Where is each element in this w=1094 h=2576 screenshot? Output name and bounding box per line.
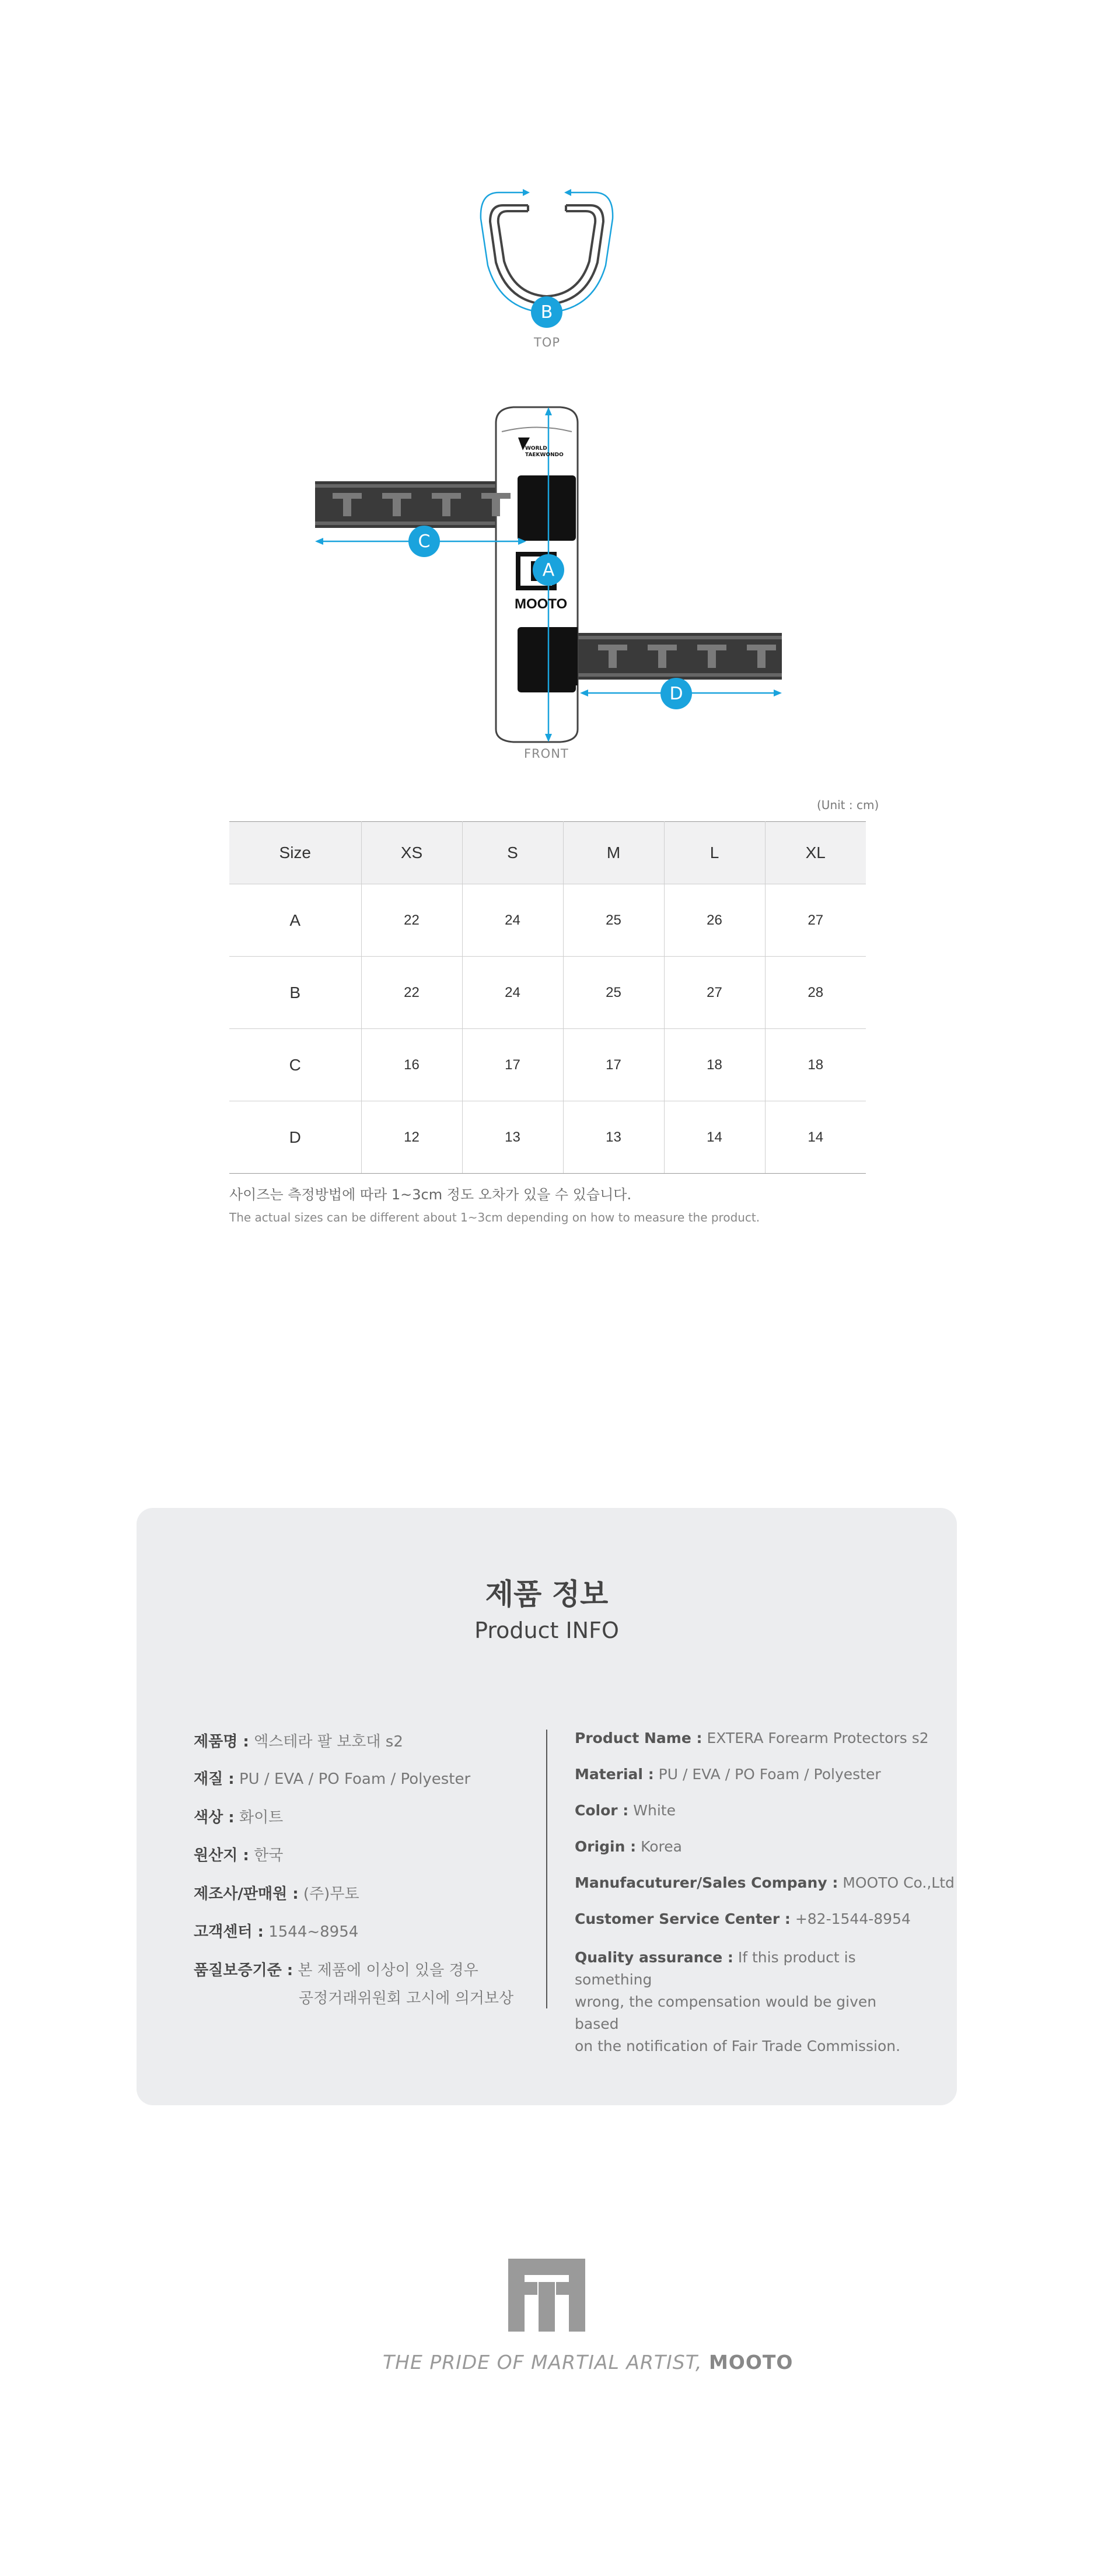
cell: 14 xyxy=(765,1101,866,1174)
cell: 27 xyxy=(765,884,866,957)
value: EXTERA Forearm Protectors s2 xyxy=(707,1730,929,1746)
value: MOOTO Co.,Ltd xyxy=(843,1874,955,1891)
row-key: B xyxy=(229,957,361,1029)
info-ko-customer-service xyxy=(194,1920,358,1941)
label: 제품명 : xyxy=(194,1733,249,1751)
badge-c: C xyxy=(408,526,440,557)
badge-a: A xyxy=(533,554,564,586)
value: 한국 xyxy=(254,1847,284,1864)
table-row xyxy=(229,957,866,1029)
cell: 22 xyxy=(361,957,462,1029)
unit-note: (Unit : cm) xyxy=(817,798,879,812)
cell: 26 xyxy=(664,884,765,957)
label: Product Name : xyxy=(575,1730,702,1746)
product-info-card xyxy=(137,1508,957,2105)
cell: 18 xyxy=(765,1029,866,1101)
size-note-english: The actual sizes can be different about 1~3cm depending on how to measure the product. xyxy=(229,1210,760,1224)
strap-c-logos xyxy=(333,490,531,519)
tagline-brand: MOOTO xyxy=(708,2351,794,2374)
info-ko-color xyxy=(194,1805,283,1827)
row-key: D xyxy=(229,1101,361,1174)
mooto-emblem-icon xyxy=(333,490,531,519)
info-title-english: Product INFO xyxy=(474,1618,619,1643)
cell: 24 xyxy=(462,957,563,1029)
info-ko-material xyxy=(194,1767,470,1788)
value: on the notification of Fair Trade Commission. xyxy=(575,2038,901,2054)
table-row xyxy=(229,1101,866,1174)
header-xs: XS xyxy=(361,822,462,884)
value: 본 제품에 이상이 있을 경우 xyxy=(298,1962,478,1979)
value: 엑스테라 팔 보호대 s2 xyxy=(254,1733,403,1751)
front-view-diagram xyxy=(309,397,788,747)
info-en-name xyxy=(575,1730,929,1746)
info-ko-maker xyxy=(194,1882,359,1903)
mooto-emblem-icon xyxy=(508,2259,585,2332)
value: +82-1544-8954 xyxy=(795,1910,911,1927)
badge-b: B xyxy=(531,296,562,328)
info-en-material xyxy=(575,1766,881,1783)
label: 재질 : xyxy=(194,1770,235,1788)
header-m: M xyxy=(563,822,664,884)
row-key: A xyxy=(229,884,361,957)
front-view-label: FRONT xyxy=(524,747,569,761)
guard-logo-text: MOOTO xyxy=(515,596,568,612)
value: wrong, the compensation would be given based xyxy=(575,1993,877,2032)
cell: 22 xyxy=(361,884,462,957)
label: 원산지 : xyxy=(194,1847,249,1864)
info-en-customer-service xyxy=(575,1910,911,1927)
cell: 25 xyxy=(563,884,664,957)
cell: 13 xyxy=(462,1101,563,1174)
header-xl: XL xyxy=(765,822,866,884)
size-table-wrap xyxy=(229,821,866,1174)
top-view-label: TOP xyxy=(534,335,561,349)
guard-wt-text: WORLD TAEKWONDO xyxy=(525,446,564,458)
badge-d: D xyxy=(660,678,692,709)
value: 화이트 xyxy=(239,1809,284,1826)
cell: 18 xyxy=(664,1029,765,1101)
label: Color : xyxy=(575,1802,629,1819)
tagline-text: THE PRIDE OF MARTIAL ARTIST, xyxy=(383,2351,702,2374)
cell: 25 xyxy=(563,957,664,1029)
value: (주)무토 xyxy=(303,1885,359,1903)
info-ko-quality xyxy=(194,1958,478,1980)
header-l: L xyxy=(664,822,765,884)
label: 제조사/판매원 : xyxy=(194,1885,299,1903)
info-divider xyxy=(546,1730,547,2008)
cell: 13 xyxy=(563,1101,664,1174)
cell: 28 xyxy=(765,957,866,1029)
label: Quality assurance : xyxy=(575,1949,733,1966)
table-row xyxy=(229,884,866,957)
value: If this product is something xyxy=(575,1949,856,1988)
top-view-diagram xyxy=(467,175,627,327)
mooto-logo xyxy=(508,2259,585,2332)
table-header-row xyxy=(229,822,866,884)
mooto-emblem-icon xyxy=(598,642,785,671)
value: PU / EVA / PO Foam / Polyester xyxy=(658,1766,881,1783)
cell: 17 xyxy=(462,1029,563,1101)
label: 품질보증기준 : xyxy=(194,1962,293,1979)
info-title-korean: 제품 정보 xyxy=(485,1577,609,1611)
info-en-origin xyxy=(575,1838,682,1855)
cell: 12 xyxy=(361,1101,462,1174)
info-ko-origin xyxy=(194,1843,283,1865)
cell: 17 xyxy=(563,1029,664,1101)
value: 1544~8954 xyxy=(268,1923,359,1941)
value: Korea xyxy=(641,1838,682,1855)
label: Material : xyxy=(575,1766,654,1783)
table-row xyxy=(229,1029,866,1101)
size-table xyxy=(229,821,866,1174)
strap-d-logos xyxy=(598,642,785,671)
info-en-quality xyxy=(575,1947,901,2057)
label: Manufacuturer/Sales Company : xyxy=(575,1874,838,1891)
cell: 27 xyxy=(664,957,765,1029)
info-ko-name xyxy=(194,1730,403,1751)
row-key: C xyxy=(229,1029,361,1101)
cell: 14 xyxy=(664,1101,765,1174)
info-en-color xyxy=(575,1802,676,1819)
cell: 24 xyxy=(462,884,563,957)
label: Customer Service Center : xyxy=(575,1910,791,1927)
info-en-maker xyxy=(575,1874,955,1891)
header-size: Size xyxy=(229,822,361,884)
footer-tagline xyxy=(383,2351,793,2374)
size-note-korean: 사이즈는 측정방법에 따라 1~3cm 정도 오차가 있을 수 있습니다. xyxy=(229,1186,632,1203)
cell: 16 xyxy=(361,1029,462,1101)
header-s: S xyxy=(462,822,563,884)
label: 고객센터 : xyxy=(194,1923,264,1941)
value: White xyxy=(633,1802,676,1819)
label: Origin : xyxy=(575,1838,637,1855)
label: 색상 : xyxy=(194,1809,235,1826)
value: PU / EVA / PO Foam / Polyester xyxy=(239,1770,471,1788)
info-ko-quality-line2: 공정거래위원회 고시에 의거보상 xyxy=(299,1990,514,2007)
